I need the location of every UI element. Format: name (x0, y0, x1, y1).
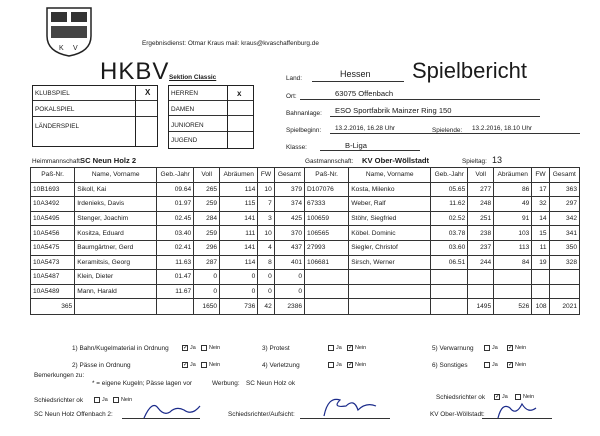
guest-player-abr: 84 (494, 255, 532, 270)
guest-player-name: Köbel. Dominic (349, 226, 431, 241)
remarks-text: * = eigene Kugeln; Pässe lagen vor (92, 380, 193, 387)
guest-total-fw: 108 (532, 299, 549, 315)
home-player-pass: 10A5487 (31, 270, 75, 285)
crest-icon (45, 6, 93, 58)
guest-player-name: Sirsch, Werner (349, 255, 431, 270)
home-player-ges: 437 (274, 240, 304, 255)
q1-ja-label: Ja (190, 345, 196, 351)
home-player-fw: 8 (258, 255, 274, 270)
guest-player-abr: 86 (494, 182, 532, 197)
type-pokalspiel: POKALSPIEL (35, 106, 75, 113)
home-player-abr: 141 (220, 211, 258, 226)
home-player-year: 02.41 (157, 240, 194, 255)
guest-player-pass (305, 270, 349, 285)
home-player-fw: 0 (258, 284, 274, 299)
col-voll: Voll (468, 168, 494, 183)
table-row (31, 211, 580, 226)
q1-nein-checkbox[interactable] (201, 345, 207, 351)
home-player-pass: 10A5475 (31, 240, 75, 255)
home-player-ges: 0 (274, 270, 304, 285)
guest-player-fw: 15 (532, 226, 549, 241)
page-title: Spielbericht (412, 58, 527, 83)
guest-player-pass: 106681 (305, 255, 349, 270)
home-player-fw: 10 (258, 226, 274, 241)
klasse-value: B-Liga (345, 141, 367, 150)
spielende-value: 13.2.2016, 18.10 Uhr (472, 125, 533, 132)
home-player-name: Kositza, Eduard (75, 226, 157, 241)
q5-nein-label: Nein (515, 345, 527, 351)
home-player-ges: 0 (274, 284, 304, 299)
spieltag-value: 13 (492, 155, 503, 165)
q1-nein-label: Nein (209, 345, 221, 351)
guest-player-ges: 341 (549, 226, 579, 241)
table-row (31, 284, 580, 299)
q2-nein-checkbox[interactable] (201, 362, 207, 368)
guest-player-year: 11.62 (431, 197, 468, 212)
guest-player-fw (532, 270, 549, 285)
schiri-home-nein-label: Nein (121, 397, 133, 403)
schiri-guest-nein-label: Nein (523, 394, 535, 400)
home-player-ges: 379 (274, 182, 304, 197)
schiri-home-ja-checkbox[interactable] (94, 397, 100, 403)
werbung-label: Werbung: (212, 380, 240, 387)
home-player-voll: 0 (194, 284, 220, 299)
logo-text: HKBV (100, 58, 170, 85)
q3-ja-checkbox[interactable] (328, 345, 334, 351)
guest-player-name: Weber, Ralf (349, 197, 431, 212)
col-voll: Voll (194, 168, 220, 183)
q4-ja-label: Ja (336, 362, 342, 368)
check-q3-label: 3) Protest (262, 345, 290, 352)
home-total-fw: 42 (258, 299, 274, 315)
bahnanlage-label: Bahnanlage: (286, 110, 322, 117)
q4-nein-label: Nein (355, 362, 367, 368)
home-signature-label: SC Neun Holz Offenbach 2: (34, 411, 113, 418)
guest-player-voll (468, 270, 494, 285)
check-q6-label: 6) Sonstiges (432, 362, 468, 369)
home-player-ges: 401 (274, 255, 304, 270)
hessen-lion-crest (45, 6, 93, 58)
q2-ja-checkbox[interactable]: ✓ (183, 362, 189, 368)
schiri-ok-guest-label: Schiedsrichter ok (436, 394, 486, 401)
home-player-fw: 3 (258, 211, 274, 226)
ref-signature (318, 392, 388, 420)
home-player-abr: 0 (220, 270, 258, 285)
q6-nein-label: Nein (515, 362, 527, 368)
home-player-year: 01.97 (157, 197, 194, 212)
home-team-label: Heimmannschaft: (32, 158, 82, 165)
ort-value: 63075 Offenbach (335, 89, 394, 98)
q6-nein-checkbox[interactable]: ✓ (508, 362, 514, 368)
guest-player-voll: 244 (468, 255, 494, 270)
home-player-year: 03.40 (157, 226, 194, 241)
table-row (31, 270, 580, 285)
guest-player-pass: D107076 (305, 182, 349, 197)
home-player-voll: 284 (194, 211, 220, 226)
col-name: Name, Vorname (349, 168, 431, 183)
schiri-guest-ja-checkbox[interactable]: ✓ (495, 394, 501, 400)
home-player-ges: 425 (274, 211, 304, 226)
svg-text:V: V (73, 45, 78, 52)
schiri-home-nein-checkbox[interactable] (113, 397, 119, 403)
col-abr: Abräumen (220, 168, 258, 183)
col-ges: Gesamt (549, 168, 579, 183)
game-type-right (168, 85, 254, 149)
game-type-left (32, 85, 158, 147)
home-player-voll: 259 (194, 226, 220, 241)
q1-ja-checkbox[interactable]: ✓ (183, 345, 189, 351)
spieltag-label: Spieltag: (462, 158, 487, 165)
guest-player-name (349, 284, 431, 299)
home-player-voll: 287 (194, 255, 220, 270)
home-player-name: Sikoll, Kai (75, 182, 157, 197)
home-player-fw: 4 (258, 240, 274, 255)
home-player-year: 09.64 (157, 182, 194, 197)
home-player-abr: 141 (220, 240, 258, 255)
table-row (31, 240, 580, 255)
type-herren: HERREN (171, 90, 198, 97)
guest-team-name: KV Ober-Wöllstadt (362, 156, 430, 165)
schiri-home-ja-label: Ja (102, 397, 108, 403)
guest-player-voll: 277 (468, 182, 494, 197)
guest-total-abr: 526 (494, 299, 532, 315)
guest-player-fw: 17 (532, 182, 549, 197)
land-value: Hessen (340, 69, 371, 79)
q6-ja-label: Ja (492, 362, 498, 368)
guest-player-abr: 91 (494, 211, 532, 226)
guest-player-abr (494, 270, 532, 285)
type-herren-mark: x (237, 89, 242, 98)
q3-nein-checkbox[interactable]: ✓ (348, 345, 354, 351)
type-damen: DAMEN (171, 106, 195, 113)
home-player-year: 01.47 (157, 270, 194, 285)
home-player-fw: 7 (258, 197, 274, 212)
type-klubspiel: KLUBSPIEL (35, 90, 70, 97)
guest-player-voll: 248 (468, 197, 494, 212)
guest-player-pass (305, 284, 349, 299)
home-player-year: 11.63 (157, 255, 194, 270)
spielende-label: Spielende: (432, 127, 463, 134)
col-abr: Abräumen (494, 168, 532, 183)
table-row (31, 182, 580, 197)
guest-total-voll: 1495 (468, 299, 494, 315)
guest-player-fw (532, 284, 549, 299)
land-label: Land: (286, 75, 302, 82)
schiri-ok-home-label: Schiedsrichter ok (34, 397, 84, 404)
type-jugend: JUGEND (171, 137, 198, 144)
home-player-name: Keramitsis, Georg (75, 255, 157, 270)
spielbeginn-label: Spielbeginn: (286, 127, 322, 134)
guest-player-ges: 328 (549, 255, 579, 270)
guest-player-ges: 363 (549, 182, 579, 197)
ort-label: Ort: (286, 93, 297, 100)
home-player-pass: 10A5456 (31, 226, 75, 241)
home-player-pass: 10A5473 (31, 255, 75, 270)
table-row (31, 226, 580, 241)
col-fw: FW (532, 168, 549, 183)
home-total-voll: 1650 (194, 299, 220, 315)
guest-player-fw: 14 (532, 211, 549, 226)
col-pass: Paß-Nr. (31, 168, 75, 183)
home-player-name: Stenger, Joachim (75, 211, 157, 226)
type-laenderspiel: LÄNDERSPIEL (35, 123, 80, 130)
guest-team-label: Gastmannschaft: (305, 158, 354, 165)
home-player-name: Mann, Harald (75, 284, 157, 299)
guest-total-ges: 2021 (549, 299, 579, 315)
home-player-year: 02.45 (157, 211, 194, 226)
type-klubspiel-mark: X (145, 88, 151, 97)
table-header-row (31, 168, 580, 183)
guest-player-abr (494, 284, 532, 299)
q4-ja-checkbox[interactable] (328, 362, 334, 368)
guest-player-voll: 251 (468, 211, 494, 226)
table-row (31, 255, 580, 270)
guest-signature (494, 398, 544, 422)
guest-player-pass: 67333 (305, 197, 349, 212)
guest-player-voll (468, 284, 494, 299)
home-player-year: 11.67 (157, 284, 194, 299)
home-player-voll: 296 (194, 240, 220, 255)
home-player-ges: 374 (274, 197, 304, 212)
svg-text:K: K (59, 45, 64, 52)
col-pass: Paß-Nr. (305, 168, 349, 183)
home-player-fw: 10 (258, 182, 274, 197)
home-player-name: Baumgärtner, Gerd (75, 240, 157, 255)
col-name: Name, Vorname (75, 168, 157, 183)
home-player-pass: 10B1693 (31, 182, 75, 197)
guest-player-pass: 100659 (305, 211, 349, 226)
home-player-name: Irdenieks, Davis (75, 197, 157, 212)
check-q5-label: 5) Verwarnung (432, 345, 474, 352)
guest-player-fw: 11 (532, 240, 549, 255)
q3-nein-label: Nein (355, 345, 367, 351)
guest-player-ges: 350 (549, 240, 579, 255)
section-title: Sektion Classic (169, 74, 217, 81)
home-player-voll: 0 (194, 270, 220, 285)
guest-player-name (349, 270, 431, 285)
guest-player-year (431, 284, 468, 299)
home-player-abr: 114 (220, 182, 258, 197)
home-total-ges: 2386 (274, 299, 304, 315)
guest-player-year: 03.78 (431, 226, 468, 241)
remarks-label: Bemerkungen zu: (34, 372, 85, 379)
home-player-pass: 10A5489 (31, 284, 75, 299)
ref-signature-label: Schiedsrichter/Aufsicht: (228, 411, 295, 418)
guest-player-year (431, 270, 468, 285)
q5-nein-checkbox[interactable]: ✓ (508, 345, 514, 351)
home-player-abr: 0 (220, 284, 258, 299)
guest-player-voll: 237 (468, 240, 494, 255)
home-player-abr: 114 (220, 255, 258, 270)
results-table (30, 167, 580, 315)
q5-ja-checkbox[interactable] (484, 345, 490, 351)
guest-player-name: Siegler, Christof (349, 240, 431, 255)
guest-player-fw: 32 (532, 197, 549, 212)
type-junioren: JUNIOREN (171, 122, 204, 129)
home-player-abr: 115 (220, 197, 258, 212)
werbung-value: SC Neun Holz ok (246, 380, 296, 387)
totals-row (31, 299, 580, 315)
klasse-label: Klasse: (286, 144, 307, 151)
guest-player-year: 05.65 (431, 182, 468, 197)
home-player-voll: 265 (194, 182, 220, 197)
guest-player-ges: 342 (549, 211, 579, 226)
guest-player-ges (549, 284, 579, 299)
guest-signature-label: KV Ober-Wöllstadt: (430, 411, 485, 418)
home-player-name: Klein, Dieter (75, 270, 157, 285)
home-player-fw: 0 (258, 270, 274, 285)
check-q2-label: 2) Pässe in Ordnung (72, 362, 131, 369)
home-team-name: SC Neun Holz 2 (80, 156, 137, 165)
q5-ja-label: Ja (492, 345, 498, 351)
q4-nein-checkbox[interactable]: ✓ (348, 362, 354, 368)
home-player-ges: 370 (274, 226, 304, 241)
guest-player-pass: 106565 (305, 226, 349, 241)
schiri-guest-ja-label: Ja (502, 394, 508, 400)
home-points: 365 (31, 299, 75, 315)
guest-player-abr: 103 (494, 226, 532, 241)
bahnanlage-value: ESO Sportfabrik Mainzer Ring 150 (335, 106, 452, 115)
col-year: Geb.-Jahr (157, 168, 194, 183)
guest-player-voll: 238 (468, 226, 494, 241)
guest-player-fw: 19 (532, 255, 549, 270)
col-year: Geb.-Jahr (431, 168, 468, 183)
q2-nein-label: Nein (209, 362, 221, 368)
check-q4-label: 4) Verletzung (262, 362, 300, 369)
guest-player-pass: 27993 (305, 240, 349, 255)
guest-player-name: Stöhr, Siegfried (349, 211, 431, 226)
guest-player-year: 03.60 (431, 240, 468, 255)
guest-player-name: Kosta, Milenko (349, 182, 431, 197)
guest-player-year: 02.52 (431, 211, 468, 226)
home-total-abr: 736 (220, 299, 258, 315)
col-ges: Gesamt (274, 168, 304, 183)
col-fw: FW (258, 168, 274, 183)
guest-player-year: 06.51 (431, 255, 468, 270)
home-player-abr: 111 (220, 226, 258, 241)
home-player-pass: 10A3492 (31, 197, 75, 212)
home-signature (140, 398, 210, 422)
check-q1-label: 1) Bahn/Kugelmaterial in Ordnung (72, 345, 169, 352)
guest-player-ges: 297 (549, 197, 579, 212)
guest-player-abr: 49 (494, 197, 532, 212)
organizer-line: Ergebnisdienst: Otmar Kraus mail: kraus@kvaschaffenburg.de (142, 40, 319, 47)
q3-ja-label: Ja (336, 345, 342, 351)
guest-player-ges (549, 270, 579, 285)
q2-ja-label: Ja (190, 362, 196, 368)
table-row (31, 197, 580, 212)
spielbeginn-value: 13.2.2016, 16.28 Uhr (335, 125, 396, 132)
guest-player-abr: 113 (494, 240, 532, 255)
home-player-pass: 10A5495 (31, 211, 75, 226)
home-player-voll: 259 (194, 197, 220, 212)
q6-ja-checkbox[interactable] (484, 362, 490, 368)
